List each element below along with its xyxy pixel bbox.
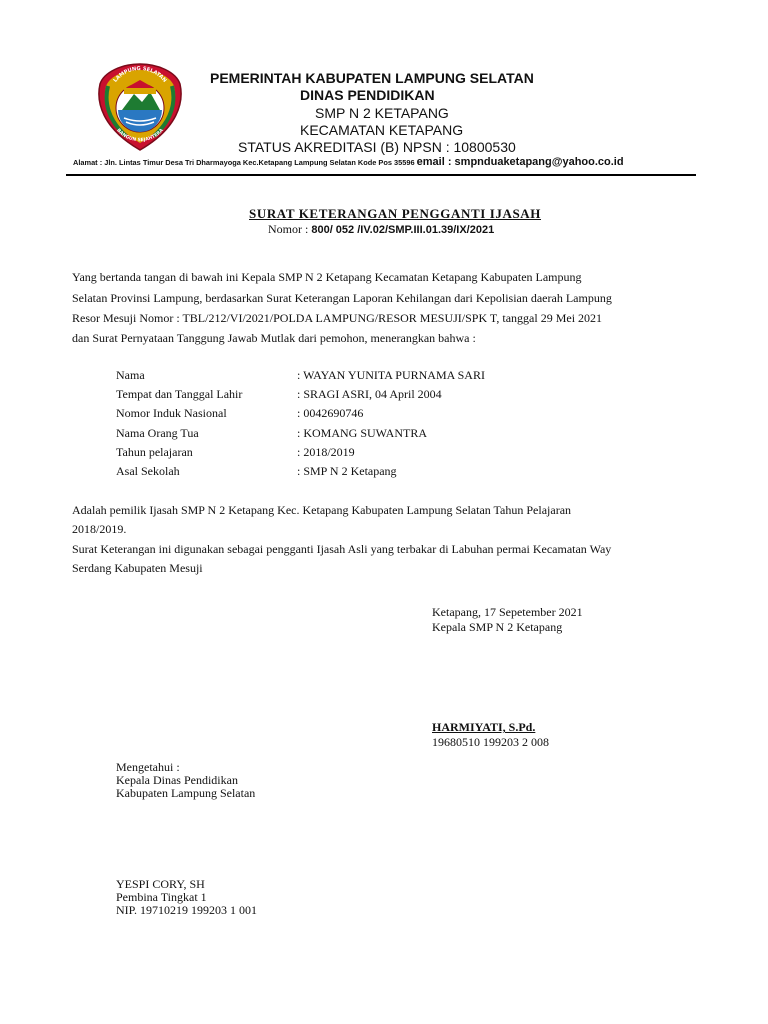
closing-line: 2018/2019.: [72, 522, 127, 536]
ack-label: Mengetahui :: [116, 760, 180, 774]
letterhead-department: DINAS PENDIDIKAN: [300, 87, 435, 103]
intro-line: Yang bertanda tangan di bawah ini Kepala SMP N 2 Ketapang Kecamatan Ketapang Kabupaten Lampung: [72, 270, 582, 284]
signature-place-date: Ketapang, 17 Sepetember 2021: [432, 605, 583, 619]
letter-number: [268, 222, 494, 237]
intro-line: Selatan Provinsi Lampung, berdasarkan Surat Keterangan Laporan Kehilangan dari Kepolisian daerah Lampung: [72, 291, 612, 305]
intro-line: dan Surat Pernyataan Tanggung Jawab Mutlak dari pemohon, menerangkan bahwa :: [72, 331, 476, 345]
ack-nip: NIP. 19710219 199203 1 001: [116, 903, 258, 917]
letterhead-divider: [66, 174, 696, 176]
address-text: Alamat : Jln. Lintas Timur Desa Tri Dharmayoga Kec.Ketapang Lampung Selatan Kode Pos 35596: [73, 158, 415, 167]
field-value: : SRAGI ASRI, 04 April 2004: [297, 387, 442, 401]
ack-position-line2: Kabupaten Lampung Selatan: [116, 786, 256, 800]
regency-logo: [96, 62, 184, 152]
logo-bottom-text: BANGUN SEJAHTERA: [115, 128, 165, 144]
closing-line: Serdang Kabupaten Mesuji: [72, 561, 203, 575]
closing-line: Adalah pemilik Ijasah SMP N 2 Ketapang Kec. Ketapang Kabupaten Lampung Selatan Tahun Pelajaran: [72, 503, 572, 517]
ack-position-line1: Kepala Dinas Pendidikan: [116, 773, 238, 787]
field-label: Asal Sekolah: [116, 464, 180, 478]
number-label: Nomor :: [268, 222, 309, 236]
closing-line: Surat Keterangan ini digunakan sebagai pengganti Ijasah Asli yang terbakar di Labuhan permai Kecamatan Way: [72, 542, 612, 556]
field-label: Nama Orang Tua: [116, 426, 199, 440]
field-value: : KOMANG SUWANTRA: [297, 426, 428, 440]
letterhead-government: PEMERINTAH KABUPATEN LAMPUNG SELATAN: [210, 70, 534, 86]
letterhead-accreditation: STATUS AKREDITASI (B) NPSN : 10800530: [238, 139, 516, 155]
signature-nip: 19680510 199203 2 008: [432, 735, 549, 749]
field-label: Tahun pelajaran: [116, 445, 193, 459]
signature-position: Kepala SMP N 2 Ketapang: [432, 620, 563, 634]
email-text: email : smpnduaketapang@yahoo.co.id: [416, 156, 624, 168]
field-value: : 2018/2019: [297, 445, 355, 459]
letter-title: SURAT KETERANGAN PENGGANTI IJASAH: [249, 206, 541, 221]
intro-line: Resor Mesuji Nomor : TBL/212/VI/2021/POLDA LAMPUNG/RESOR MESUJI/SPK T, tanggal 29 Mei 2021: [72, 311, 603, 325]
field-value: : 0042690746: [297, 406, 364, 420]
field-value: : WAYAN YUNITA PURNAMA SARI: [297, 368, 485, 382]
letterhead-school: SMP N 2 KETAPANG: [315, 105, 449, 121]
field-label: Nama: [116, 368, 145, 382]
letterhead-address: [73, 156, 624, 168]
signature-name: HARMIYATI, S.Pd.: [432, 720, 536, 734]
number-value: 800/ 052 /IV.02/SMP.III.01.39/IX/2021: [311, 224, 495, 236]
field-label: Nomor Induk Nasional: [116, 406, 227, 420]
field-label: Tempat dan Tanggal Lahir: [116, 387, 243, 401]
ack-name: YESPI CORY, SH: [116, 877, 205, 891]
letterhead-district: KECAMATAN KETAPANG: [300, 122, 464, 138]
logo-top-text: LAMPUNG SELATAN: [112, 65, 168, 84]
ack-rank: Pembina Tingkat 1: [116, 890, 207, 904]
field-value: : SMP N 2 Ketapang: [297, 464, 397, 478]
